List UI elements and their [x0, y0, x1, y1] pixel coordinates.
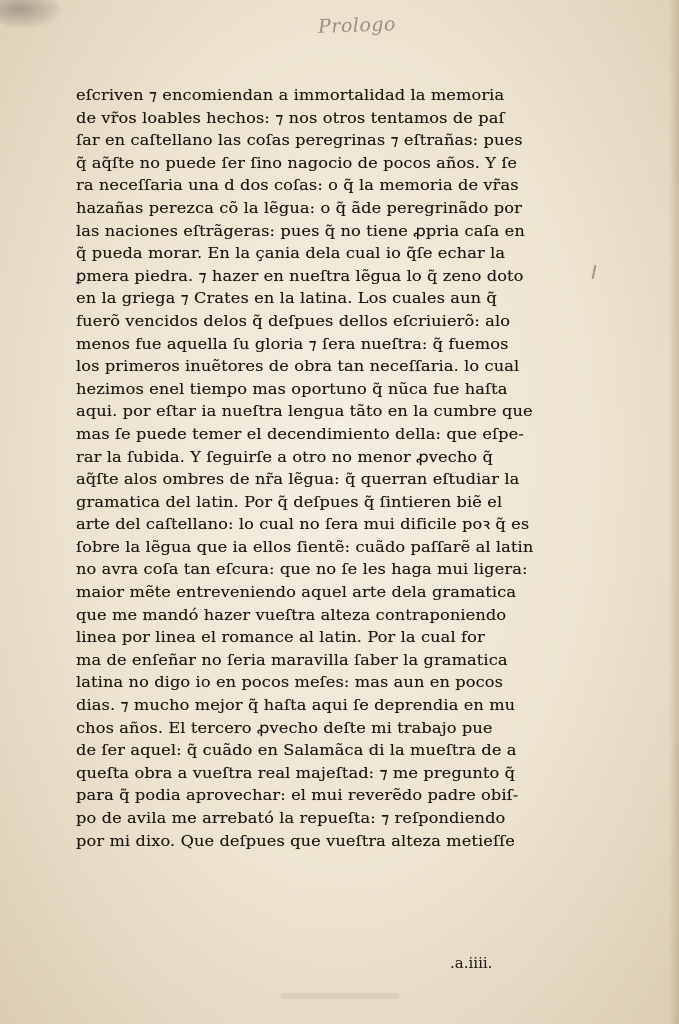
text-line: rar la ſubida. Y ſeguirſe a otro no menor ꝓvecho q̃	[76, 447, 494, 466]
corner-stain	[0, 0, 62, 28]
library-stamp	[280, 993, 400, 999]
page-edge-shadow	[669, 0, 679, 1024]
text-line: ꝑmera piedra. ⁊ hazer en nueſtra lẽgua lo q̃ zeno doto	[76, 266, 524, 285]
text-line: no avra coſa tan eſcura: que no ſe les haga mui ligera:	[76, 560, 528, 579]
text-line: queſta obra a vueſtra real majeſtad: ⁊ me pregunto q̃	[76, 763, 516, 782]
text-line: que me mandó hazer vueſtra alteza contraponiendo	[76, 605, 507, 624]
text-line: linea por linea el romance al latin. Por la cual for	[76, 628, 485, 647]
text-line: aq̃ſte alos ombres de nr̃a lẽgua: q̃ querran eſtudiar la	[76, 470, 520, 489]
text-line: hazañas perezca cõ la lẽgua: o q̃ ãde peregrinãdo por	[76, 198, 522, 217]
text-line: po de avila me arrebató la repueſta: ⁊ reſpondiendo	[76, 809, 506, 827]
text-line: aqui. por eſtar ia nueſtra lengua tãto en la cumbre que	[76, 402, 533, 421]
text-line: mas ſe puede temer el decendimiento della: que eſpe-	[76, 424, 524, 443]
text-line: arte del caſtellano: lo cual no ſera mui dificile poꝛ q̃ es	[76, 515, 530, 534]
text-line: hezimos enel tiempo mas oportuno q̃ nũca fue haſta	[76, 379, 508, 398]
text-line: latina no digo io en pocos meſes: mas aun en pocos	[76, 673, 504, 692]
text-line: gramatica del latin. Por q̃ deſpues q̃ ſintieren biẽ el	[76, 492, 503, 511]
text-line: menos fue aquella ſu gloria ⁊ ſera nueſtra: q̃ fuemos	[76, 334, 509, 353]
text-line: ſobre la lẽgua que ia ellos ſientẽ: cuãdo paſſarẽ al latin	[76, 537, 534, 556]
text-line: chos años. El tercero ꝓvecho deſte mi trabajo pue	[76, 718, 493, 737]
text-line: de ſer aquel: q̃ cuãdo en Salamãca di la mueſtra de a	[76, 741, 517, 760]
signature-mark: .a.iiii.	[450, 954, 493, 972]
text-line: dias. ⁊ mucho mejor q̃ haſta aqui ſe deprendia en mu	[76, 696, 516, 715]
text-line: q̃ aq̃ſte no puede ſer ſino nagocio de pocos años. Y ſe	[76, 153, 518, 172]
text-line: fuerõ vencidos delos q̃ deſpues dellos eſcriuierõ: alo	[76, 311, 511, 330]
text-line: por mi dixo. Que deſpues que vueſtra alteza metieſſe	[76, 831, 515, 850]
text-line: ma de enſeñar no ſeria maravilla ſaber la gramatica	[76, 650, 508, 669]
running-head: Prologo	[317, 13, 397, 38]
text-line: los primeros inuẽtores de obra tan neceſſaria. lo cual	[76, 357, 520, 376]
text-line: ſar en caſtellano las coſas peregrinas ⁊ eſtrañas: pues	[76, 131, 523, 150]
text-line: para q̃ podia aprovechar: el mui reverẽdo padre obiſ-	[76, 786, 519, 805]
text-block	[76, 84, 554, 852]
text-line: de vr̃os loables hechos: ⁊ nos otros tentamos de paſ	[76, 108, 505, 127]
text-line: maior mẽte entreveniendo aquel arte dela gramatica	[76, 583, 517, 602]
text-line: las naciones eſtrãgeras: pues q̃ no tiene ꝓpria caſa en	[76, 221, 525, 240]
text-line: eſcriven ⁊ encomiendan a immortalidad la memoria	[76, 86, 505, 104]
text-line: ra neceſſaria una d dos coſas: o q̃ la memoria de vr̃as	[76, 176, 519, 195]
margin-mark	[592, 265, 597, 279]
text-line: q̃ pueda morar. En la çania dela cual io q̃ſe echar la	[76, 244, 506, 263]
text-line: en la griega ⁊ Crates en la latina. Los cuales aun q̃	[76, 289, 497, 308]
